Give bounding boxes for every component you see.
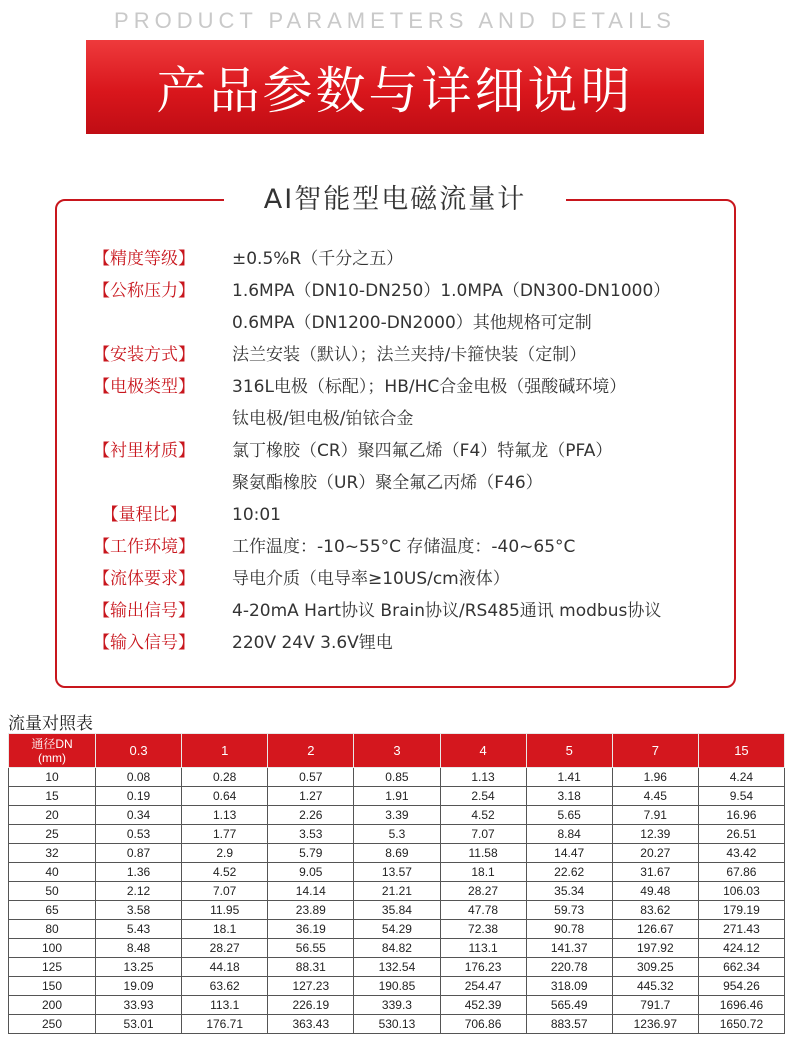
- table-cell: 1696.46: [698, 996, 784, 1015]
- table-row: [9, 863, 785, 882]
- table-cell: 179.19: [698, 901, 784, 920]
- spec-value: 导电介质（电导率≥10US/cm液体）: [232, 569, 510, 589]
- row-header-cell: 200: [9, 996, 96, 1015]
- table-cell: 3.58: [96, 901, 182, 920]
- product-name: AI智能型电磁流量计: [224, 180, 566, 220]
- table-cell: 72.38: [440, 920, 526, 939]
- table-cell: 67.86: [698, 863, 784, 882]
- table-row: [9, 977, 785, 996]
- column-header: 3: [354, 734, 440, 768]
- table-row: [9, 920, 785, 939]
- table-cell: 14.47: [526, 844, 612, 863]
- table-cell: 4.52: [440, 806, 526, 825]
- table-cell: 3.39: [354, 806, 440, 825]
- table-cell: 883.57: [526, 1015, 612, 1034]
- table-cell: 271.43: [698, 920, 784, 939]
- table-cell: 8.84: [526, 825, 612, 844]
- table-cell: 954.26: [698, 977, 784, 996]
- table-cell: 2.26: [268, 806, 354, 825]
- table-cell: 1.77: [182, 825, 268, 844]
- table-cell: 5.3: [354, 825, 440, 844]
- table-cell: 4.45: [612, 787, 698, 806]
- table-cell: 7.91: [612, 806, 698, 825]
- table-cell: 7.07: [182, 882, 268, 901]
- row-header-cell: 32: [9, 844, 96, 863]
- table-cell: 9.05: [268, 863, 354, 882]
- spec-row: [0, 339, 790, 371]
- spec-label: 【流体要求】: [93, 569, 195, 589]
- spec-value: 1.6MPA（DN10-DN250）1.0MPA（DN300-DN1000）: [232, 281, 671, 301]
- table-cell: 1650.72: [698, 1015, 784, 1034]
- table-row: [9, 806, 785, 825]
- row-header-cell: 15: [9, 787, 96, 806]
- spec-label: 【安装方式】: [93, 345, 195, 365]
- table-cell: 53.01: [96, 1015, 182, 1034]
- table-row: [9, 825, 785, 844]
- table-cell: 190.85: [354, 977, 440, 996]
- spec-label: 【公称压力】: [93, 281, 195, 301]
- table-cell: 363.43: [268, 1015, 354, 1034]
- row-header-cell: 50: [9, 882, 96, 901]
- spec-label: 【工作环境】: [93, 537, 195, 557]
- table-cell: 706.86: [440, 1015, 526, 1034]
- table-cell: 113.1: [182, 996, 268, 1015]
- column-header: 7: [612, 734, 698, 768]
- row-header-cell: 100: [9, 939, 96, 958]
- table-cell: 20.27: [612, 844, 698, 863]
- spec-value: 法兰安装（默认）；法兰夹持/卡箍快装（定制）: [232, 345, 587, 365]
- table-cell: 106.03: [698, 882, 784, 901]
- table-cell: 31.67: [612, 863, 698, 882]
- row-header-cell: 40: [9, 863, 96, 882]
- table-cell: 127.23: [268, 977, 354, 996]
- table-cell: 83.62: [612, 901, 698, 920]
- spec-row: [0, 563, 790, 595]
- table-cell: 791.7: [612, 996, 698, 1015]
- table-cell: 176.71: [182, 1015, 268, 1034]
- table-cell: 33.93: [96, 996, 182, 1015]
- table-cell: 226.19: [268, 996, 354, 1015]
- spec-value: ±0.5%R（千分之五）: [232, 249, 404, 269]
- table-cell: 18.1: [440, 863, 526, 882]
- column-header: 2: [268, 734, 354, 768]
- table-cell: 43.42: [698, 844, 784, 863]
- column-header: 4: [440, 734, 526, 768]
- spec-row: [0, 243, 790, 275]
- flow-table: [8, 733, 785, 1034]
- corner-bottom: (mm): [38, 750, 66, 765]
- table-cell: 0.85: [354, 768, 440, 787]
- table-cell: 113.1: [440, 939, 526, 958]
- table-cell: 254.47: [440, 977, 526, 996]
- title-banner: [86, 40, 704, 134]
- table-cell: 88.31: [268, 958, 354, 977]
- column-header: 5: [526, 734, 612, 768]
- table-cell: 47.78: [440, 901, 526, 920]
- row-header-cell: 150: [9, 977, 96, 996]
- spec-value: 220V 24V 3.6V锂电: [232, 633, 393, 653]
- corner-top: 通径DN: [31, 736, 73, 751]
- table-cell: 141.37: [526, 939, 612, 958]
- table-cell: 13.25: [96, 958, 182, 977]
- table-cell: 28.27: [182, 939, 268, 958]
- table-cell: 452.39: [440, 996, 526, 1015]
- table-cell: 36.19: [268, 920, 354, 939]
- table-cell: 35.84: [354, 901, 440, 920]
- table-cell: 3.53: [268, 825, 354, 844]
- spec-label: 【衬里材质】: [93, 441, 195, 461]
- table-cell: 176.23: [440, 958, 526, 977]
- table-cell: 1236.97: [612, 1015, 698, 1034]
- table-cell: 0.87: [96, 844, 182, 863]
- table-cell: 11.95: [182, 901, 268, 920]
- table-body: [9, 768, 785, 1034]
- table-cell: 63.62: [182, 977, 268, 996]
- table-cell: 318.09: [526, 977, 612, 996]
- table-cell: 0.64: [182, 787, 268, 806]
- table-cell: 8.69: [354, 844, 440, 863]
- spec-value: 氯丁橡胶（CR）聚四氟乙烯（F4）特氟龙（PFA）: [232, 441, 613, 461]
- table-cell: 530.13: [354, 1015, 440, 1034]
- table-cell: 35.34: [526, 882, 612, 901]
- table-cell: 2.54: [440, 787, 526, 806]
- table-cell: 5.65: [526, 806, 612, 825]
- spec-row: [0, 499, 790, 531]
- table-cell: 21.21: [354, 882, 440, 901]
- table-cell: 8.48: [96, 939, 182, 958]
- table-cell: 220.78: [526, 958, 612, 977]
- table-cell: 445.32: [612, 977, 698, 996]
- table-cell: 16.96: [698, 806, 784, 825]
- row-header-cell: 20: [9, 806, 96, 825]
- spec-row: [0, 275, 790, 307]
- table-cell: 565.49: [526, 996, 612, 1015]
- table-row: [9, 1015, 785, 1034]
- column-header: 15: [698, 734, 784, 768]
- row-header-cell: 10: [9, 768, 96, 787]
- table-cell: 2.9: [182, 844, 268, 863]
- spec-row: [0, 435, 790, 467]
- table-cell: 126.67: [612, 920, 698, 939]
- spec-row: [0, 531, 790, 563]
- table-cell: 0.19: [96, 787, 182, 806]
- table-cell: 13.57: [354, 863, 440, 882]
- table-cell: 23.89: [268, 901, 354, 920]
- table-cell: 54.29: [354, 920, 440, 939]
- spec-row: [0, 467, 790, 499]
- table-cell: 132.54: [354, 958, 440, 977]
- table-cell: 424.12: [698, 939, 784, 958]
- table-row: [9, 882, 785, 901]
- table-cell: 1.36: [96, 863, 182, 882]
- table-cell: 26.51: [698, 825, 784, 844]
- header-subtitle: PRODUCT PARAMETERS AND DETAILS: [114, 8, 676, 33]
- table-cell: 59.73: [526, 901, 612, 920]
- table-cell: 339.3: [354, 996, 440, 1015]
- table-cell: 309.25: [612, 958, 698, 977]
- table-cell: 11.58: [440, 844, 526, 863]
- spec-row: [0, 307, 790, 339]
- spec-value: 10:01: [232, 505, 281, 525]
- spec-value: 316L电极（标配）；HB/HC合金电极（强酸碱环境）: [232, 377, 627, 397]
- table-cell: 28.27: [440, 882, 526, 901]
- table-row: [9, 939, 785, 958]
- table-cell: 0.08: [96, 768, 182, 787]
- table-cell: 14.14: [268, 882, 354, 901]
- table-row: [9, 844, 785, 863]
- row-header-cell: 250: [9, 1015, 96, 1034]
- table-cell: 4.52: [182, 863, 268, 882]
- table-cell: 19.09: [96, 977, 182, 996]
- table-caption: 流量对照表: [8, 714, 93, 734]
- table-cell: 1.41: [526, 768, 612, 787]
- spec-row: [0, 371, 790, 403]
- row-header-cell: 25: [9, 825, 96, 844]
- table-cell: 1.27: [268, 787, 354, 806]
- spec-row: [0, 595, 790, 627]
- page-title: 产品参数与详细说明: [156, 62, 634, 120]
- table-row: [9, 901, 785, 920]
- table-cell: 0.28: [182, 768, 268, 787]
- table-cell: 1.13: [182, 806, 268, 825]
- table-cell: 662.34: [698, 958, 784, 977]
- table-cell: 22.62: [526, 863, 612, 882]
- table-cell: 0.57: [268, 768, 354, 787]
- table-cell: 12.39: [612, 825, 698, 844]
- table-cell: 2.12: [96, 882, 182, 901]
- table-header-row: [9, 734, 785, 768]
- table-cell: 1.13: [440, 768, 526, 787]
- table-row: [9, 768, 785, 787]
- spec-row: [0, 403, 790, 435]
- table-cell: 0.34: [96, 806, 182, 825]
- row-header-cell: 80: [9, 920, 96, 939]
- table-cell: 44.18: [182, 958, 268, 977]
- spec-value: 4-20mA Hart协议 Brain协议/RS485通讯 modbus协议: [232, 601, 662, 621]
- table-row: [9, 958, 785, 977]
- table-cell: 197.92: [612, 939, 698, 958]
- column-header: 1: [182, 734, 268, 768]
- table-row: [9, 996, 785, 1015]
- spec-label: 【输入信号】: [93, 633, 195, 653]
- spec-label: 【量程比】: [101, 505, 187, 525]
- spec-row: [0, 627, 790, 659]
- spec-label: 【精度等级】: [93, 249, 195, 269]
- spec-value: 0.6MPA（DN1200-DN2000）其他规格可定制: [232, 313, 592, 333]
- table-cell: 9.54: [698, 787, 784, 806]
- table-row: [9, 787, 785, 806]
- row-header-cell: 125: [9, 958, 96, 977]
- table-cell: 90.78: [526, 920, 612, 939]
- table-cell: 5.79: [268, 844, 354, 863]
- table-cell: 0.53: [96, 825, 182, 844]
- table-cell: 56.55: [268, 939, 354, 958]
- corner-header: [9, 734, 96, 768]
- table-cell: 1.96: [612, 768, 698, 787]
- spec-value: 钛电极/钽电极/铂铱合金: [232, 409, 414, 429]
- spec-value: 工作温度：-10~55°C 存储温度：-40~65°C: [232, 537, 576, 557]
- spec-label: 【输出信号】: [93, 601, 195, 621]
- table-cell: 1.91: [354, 787, 440, 806]
- table-cell: 84.82: [354, 939, 440, 958]
- spec-label: 【电极类型】: [93, 377, 195, 397]
- table-cell: 18.1: [182, 920, 268, 939]
- table-cell: 49.48: [612, 882, 698, 901]
- table-cell: 7.07: [440, 825, 526, 844]
- spec-value: 聚氨酯橡胶（UR）聚全氟乙丙烯（F46）: [232, 473, 543, 493]
- table-cell: 4.24: [698, 768, 784, 787]
- table-cell: 3.18: [526, 787, 612, 806]
- row-header-cell: 65: [9, 901, 96, 920]
- column-header: 0.3: [96, 734, 182, 768]
- table-cell: 5.43: [96, 920, 182, 939]
